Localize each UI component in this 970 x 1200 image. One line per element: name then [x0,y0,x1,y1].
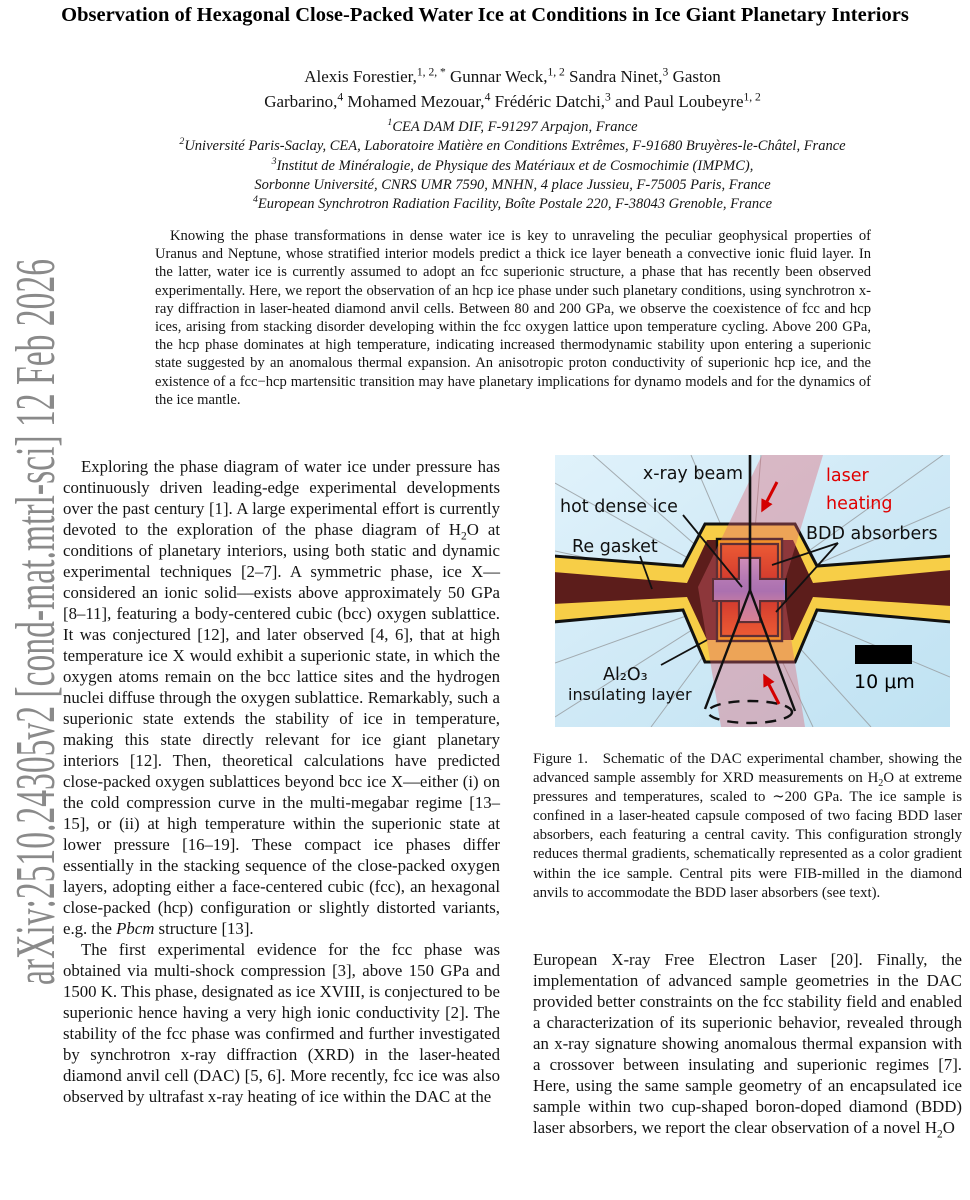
paper-title: Observation of Hexagonal Close-Packed Water Ice at Conditions in Ice Giant Planetary Interiors [61,4,909,26]
label-bdd-absorbers: BDD absorbers [806,524,938,544]
affiliation-list [63,118,962,214]
label-laser: laser [826,466,869,486]
label-re-gasket: Re gasket [572,537,658,557]
label-al2o3: Al₂O₃ [603,665,648,685]
affiliation-line: $^4$European Synchrotron Radiation Facility, Boîte Postale 220, F-38043 Grenoble, France [252,194,773,213]
affiliation-line: $^1$CEA DAM DIF, F-91297 Arpajon, France [387,117,638,135]
figure1-caption: Figure 1. Schematic of the DAC experimental chamber, showing the advanced sample assembly for XRD measurements on $H_2O$ at extreme pressures and temperatures, scaled to ∼200 GPa. The ice sample is confined in a laser-heated capsule composed of two facing BDD laser absorbers, each featuring a central cavity. This configuration strongly reduces thermal gradients, schematically represented as a color gradient within the ice sample. Central pits were FIB-milled in the diamond anvils to accommodate the BDD laser absorbers (see text). [533,751,963,901]
author-list [63,64,962,114]
right-column-text [533,949,962,1141]
label-scale-bar: 10 μm [854,671,915,693]
left-column [63,456,500,1107]
figure1-dac-schematic [555,455,950,727]
abstract-text: Knowing the phase transformations in dense water ice is key to unraveling the peculiar geophysical properties of Uranus and Neptune, whose stratified interior models predict a thick ice layer beneath a convective ionic fluid layer. In the latter, water ice is currently assumed to adopt an fcc superionic structure, a phase that has recently been observed experimentally. Here, we report the observation of an hcp ice phase under such planetary conditions, using synchrotron x-ray diffraction in laser-heated diamond anvil cells. Between 80 and 200 GPa, we observe the coexistence of fcc and hcp ices, arising from stacking disorder developing within the fcc oxygen lattice upon temperature cycling. Above 200 GPa, the hcp phase dominates at high temperature, indicating increased thermodynamic stability upon entering a superionic state suggested by an anomalous thermal expansion. An anisotropic proton conductivity of superionic hcp ice, and the existence of a fcc−hcp martensitic transition may have planetary implications for dynamo models and for the dynamics of the ice mantle. [155,228,871,408]
arxiv-watermark: arXiv:2510.24305v2 [cond-mat.mtrl-sci] 12 Feb 2026 [5,258,67,986]
scale-bar [855,645,912,664]
label-insulating-layer: insulating layer [568,685,692,704]
label-hot-dense-ice: hot dense ice [560,497,678,517]
right-column [533,455,963,1141]
body-paragraph: European X-ray Free Electron Laser [20]. Finally, the implementation of advanced sample geometries in the DAC provided better constraints on the fcc stability field and enabled a characterization of its superionic behavior, revealed through an x-ray signature showing anomalous thermal expansion with a crossover between insulating and superionic regimes [7]. Here, using the same sample geometry of an encapsulated ice sample within two cup-shaped boron-doped diamond (BDD) laser absorbers, we report the clear observation of a novel $H_2O$ [533,949,962,1141]
body-paragraph: Exploring the phase diagram of water ice under pressure has continuously driven leading-edge experimental developments over the past century [1]. A large experimental effort is currently devoted to the exploration of the phase diagram of $H_2O$ at conditions of planetary interiors, using both static and dynamic experimental techniques [2–7]. A symmetric phase, ice X—considered an ionic solid—exists above approximately 50 GPa [8–11], featuring a body-centered cubic (bcc) oxygen sublattice. It was conjectured [12], and later observed [4, 6], that at high temperature ice X would exhibit a superionic state, in which the oxygen atoms remain on the bcc lattice sites and the hydrogen nuclei diffuse through the oxygen sublattice. Remarkably, such a superionic state extends the stability of ice in temperature, making this state directly relevant for ice giant planetary interiors [12]. Then, theoretical calculations have predicted close-packed oxygen sublattices beyond bcc ice X—either (i) on the cold compression curve in the multi-megabar regime [13–15], or (ii) at high temperature within the superionic state at lower pressure [16–19]. These compact ice phases differ essentially in the stacking sequence of the close-packed oxygen layers, adopting either a face-centered cubic (fcc), an hexagonal close-packed (hcp) configuration or slightly distorted variants, e.g. the Pbcm structure [13]. [63,457,500,938]
body-paragraph: The first experimental evidence for the fcc phase was obtained via multi-shock compression [3], above 150 GPa and 1500 K. This phase, designated as ice XVIII, is conjectured to be superionic hence having a very high ionic conductivity [2]. The stability of the fcc phase was confirmed and further investigated by synchrotron x-ray diffraction (XRD) in the laser-heated diamond anvil cell (DAC) [5, 6]. More recently, fcc ice was also observed by ultrafast x-ray heating of ice within the DAC at the [63,940,500,1106]
abstract [155,227,871,409]
affiliation-line: Sorbonne Université, CNRS UMR 7590, MNHN, 4 place Jussieu, F-75005 Paris, France [254,176,771,193]
affiliation-line: $^2$Université Paris-Saclay, CEA, Laboratoire Matière en Conditions Extrêmes, F-91680 Bruyères-le-Châtel, France [179,136,846,155]
label-xray-beam: x-ray beam [642,464,743,484]
affiliation-line: $^3$Institut de Minéralogie, de Physique des Matériaux et de Cosmochimie (IMPMC), [271,155,754,174]
author-line: Garbarino,$^4$ Mohamed Mezouar,$^4$ Frédéric Datchi,$^3$ and Paul Loubeyre$^{1, 2}$ [264,90,761,111]
author-line: Alexis Forestier,$^{1, 2, *}$ Gunnar Weck,$^{1, 2}$ Sandra Ninet,$^3$ Gaston [304,65,721,86]
label-heating: heating [826,494,893,514]
